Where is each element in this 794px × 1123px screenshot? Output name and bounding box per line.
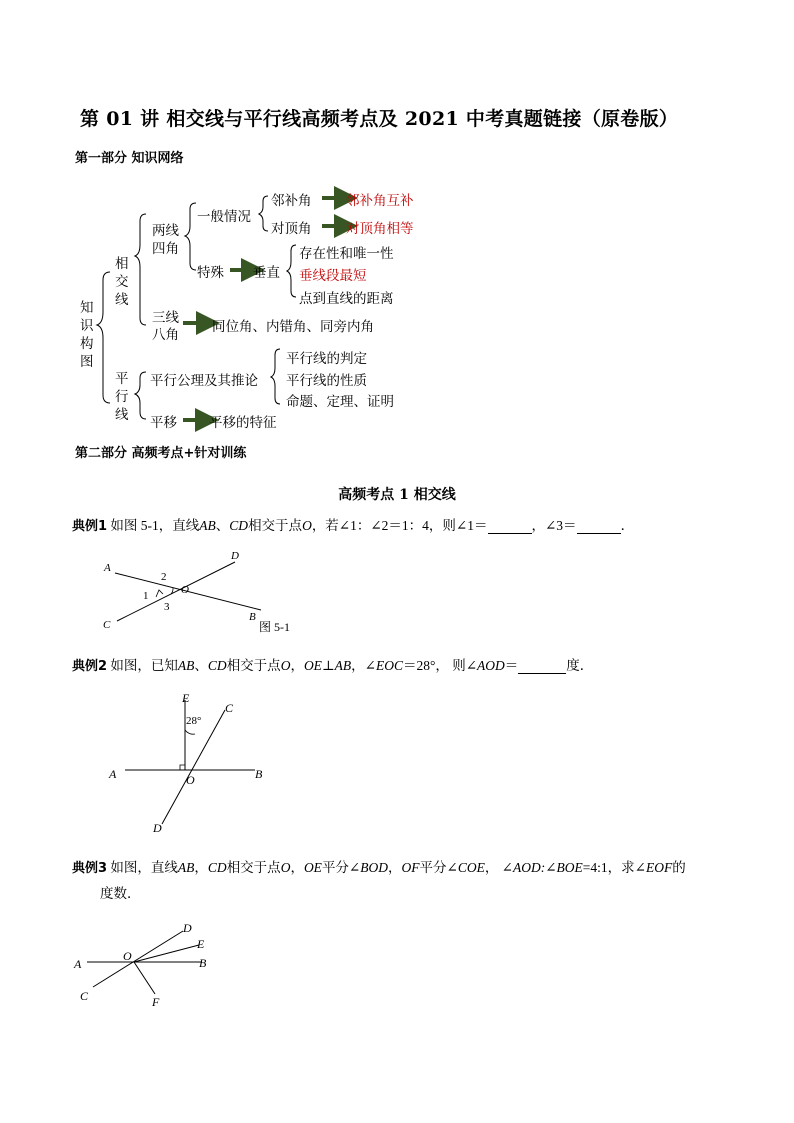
q1-blank-angle3[interactable] [577, 519, 621, 534]
tree-mingti: 命题、定理、证明 [286, 394, 394, 410]
fig1-label-2: 2 [161, 571, 167, 583]
fig1-label-D: D [231, 550, 239, 562]
figure-q3 [65, 915, 235, 1015]
tree-sijiao: 四角 [152, 241, 179, 257]
q1-label: 典例1 [72, 519, 108, 534]
tree-duiding: 对顶角 [271, 221, 312, 237]
figure-q2 [100, 686, 280, 836]
tree-panding: 平行线的判定 [286, 351, 367, 367]
fig1-label-A: A [104, 562, 111, 574]
page-title: 第 01 讲 相交线与平行线高频考点及 2021 中考真题链接（原卷版） [80, 108, 679, 130]
fig3-label-F: F [152, 995, 160, 1009]
fig1-label-C: C [103, 619, 111, 631]
fig2-label-B: B [255, 767, 263, 781]
tree-chuixianduan: 垂线段最短 [299, 268, 367, 284]
question-2: 典例2 如图，已知AB、CD相交于点O，OE⊥AB，∠EOC＝28°， 则∠AOD＝ 度． [72, 658, 594, 674]
tree-sanxian: 三线 [152, 310, 179, 326]
tree-linbu-result: 邻补角互补 [346, 193, 414, 209]
tree-dian: 点到直线的距离 [299, 291, 394, 307]
tree-xiangjiaoxian: 相 交 线 [115, 256, 129, 308]
fig3-label-D: D [183, 921, 192, 935]
question-3-line2: 度数． [100, 886, 141, 901]
section-heading: 高频考点 1 相交线 [338, 487, 456, 503]
fig1-label-B: B [249, 611, 256, 623]
fig1-label-3: 3 [164, 601, 170, 613]
q3-label: 典例3 [72, 861, 108, 876]
tree-gongli: 平行公理及其推论 [150, 373, 258, 389]
fig3-label-E: E [197, 937, 205, 951]
q2-label: 典例2 [72, 659, 108, 674]
tree-pingxingxian: 平 行 线 [115, 371, 129, 423]
tree-yiban: 一般情况 [197, 209, 251, 225]
tree-cunzai: 存在性和唯一性 [299, 246, 394, 262]
question-1: 典例1 如图 5-1，直线AB、CD相交于点O，若∠1：∠2＝1：4，则∠1＝ ，∠3＝ ． [72, 518, 635, 534]
fig2-angle-label: 28° [186, 715, 202, 727]
fig3-label-C: C [80, 989, 89, 1003]
q1-blank-angle1[interactable] [488, 519, 532, 534]
fig2-label-E: E [182, 691, 190, 705]
tree-liangxian: 两线 [152, 223, 179, 239]
fig1-label-1: 1 [143, 590, 149, 602]
fig2-label-C: C [225, 701, 234, 715]
fig2-label-A: A [109, 767, 117, 781]
tree-pingyi: 平移 [150, 415, 177, 431]
fig3-label-A: A [74, 957, 82, 971]
tree-chuizhi: 垂直 [253, 265, 280, 281]
tree-sanxian-result: 同位角、内错角、同旁内角 [212, 319, 374, 335]
question-3-line1: 典例3 如图，直线AB，CD相交于点O，OE平分∠BOD，OF平分∠COE， ∠AOD:∠BOE=4:1，求∠EOF的 [72, 860, 686, 876]
tree-teshu: 特殊 [197, 265, 224, 281]
part2-heading: 第二部分 高频考点+针对训练 [75, 446, 247, 461]
fig1-label-O: O [181, 584, 189, 596]
tree-pingyi-result: 平移的特征 [209, 415, 277, 431]
figure-5-1 [95, 545, 315, 640]
fig3-label-B: B [199, 956, 207, 970]
fig2-label-O: O [186, 773, 195, 787]
tree-bajiao: 八角 [152, 327, 179, 343]
fig1-caption: 图 5-1 [259, 620, 290, 634]
fig2-label-D: D [153, 821, 162, 835]
tree-duiding-result: 对顶角相等 [346, 221, 414, 237]
tree-xingzhi: 平行线的性质 [286, 373, 367, 389]
knowledge-tree [0, 0, 794, 440]
fig3-label-O: O [123, 949, 132, 963]
part1-heading: 第一部分 知识网络 [75, 151, 184, 166]
tree-linbu: 邻补角 [271, 193, 312, 209]
q2-blank-answer[interactable] [518, 659, 566, 674]
tree-root: 知 识 构 图 [80, 300, 94, 370]
